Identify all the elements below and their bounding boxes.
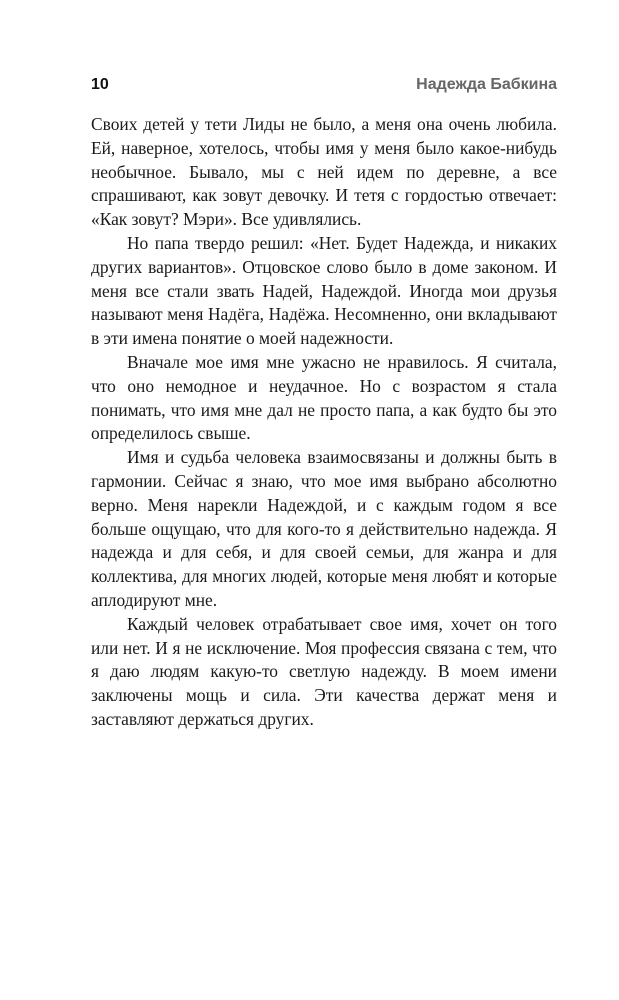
author-name: Надежда Бабкина (416, 76, 557, 93)
paragraph-1: Своих детей у тети Лиды не было, а меня она очень любила. Ей, наверное, хотелось, чтобы имя у меня было какое-нибудь необычное. Бывало, мы с ней идем по деревне, а все спрашивают, как зовут девочку. И тетя с гордостью отвечает: «Как зовут? Мэри». Все удивлялись. (91, 114, 557, 230)
page-number: 10 (91, 76, 109, 93)
running-header (91, 70, 557, 98)
paragraph-2: Но папа твердо решил: «Нет. Будет Надежда, и никаких других вариантов». Отцовское слово было в доме законом. И меня все стали звать Надей, Надеждой. Иногда мои друзья называют меня Надёга, Надёжа. Несомненно, они вкладывают в эти имена понятие о моей надежности. (91, 232, 557, 349)
paragraph-4: Имя и судьба человека взаимосвязаны и должны быть в гармонии. Сейчас я знаю, что мое имя выбрано абсолютно верно. Меня нарекли Надеждой, и с каждым годом я все больше ощущаю, что для кого-то я действительно надежда. Я надежда и для себя, и для своей семьи, для жанра и для коллектива, для многих людей, которые меня любят и которые аплодируют мне. (91, 447, 557, 610)
paragraph-5: Каждый человек отрабатывает свое имя, хочет он того или нет. И я не исключение. Моя профессия связана с тем, что я даю людям какую-то светлую надежду. В моем имени заключены мощь и сила. Эти качества держат меня и заставляют держаться других. (91, 613, 557, 729)
paragraph-3: Вначале мое имя мне ужасно не нравилось. Я считала, что оно немодное и неудачное. Но с возрастом я стала понимать, что имя мне дал не просто папа, а как будто бы это определилось свыше. (91, 351, 557, 444)
body-text (91, 113, 557, 732)
